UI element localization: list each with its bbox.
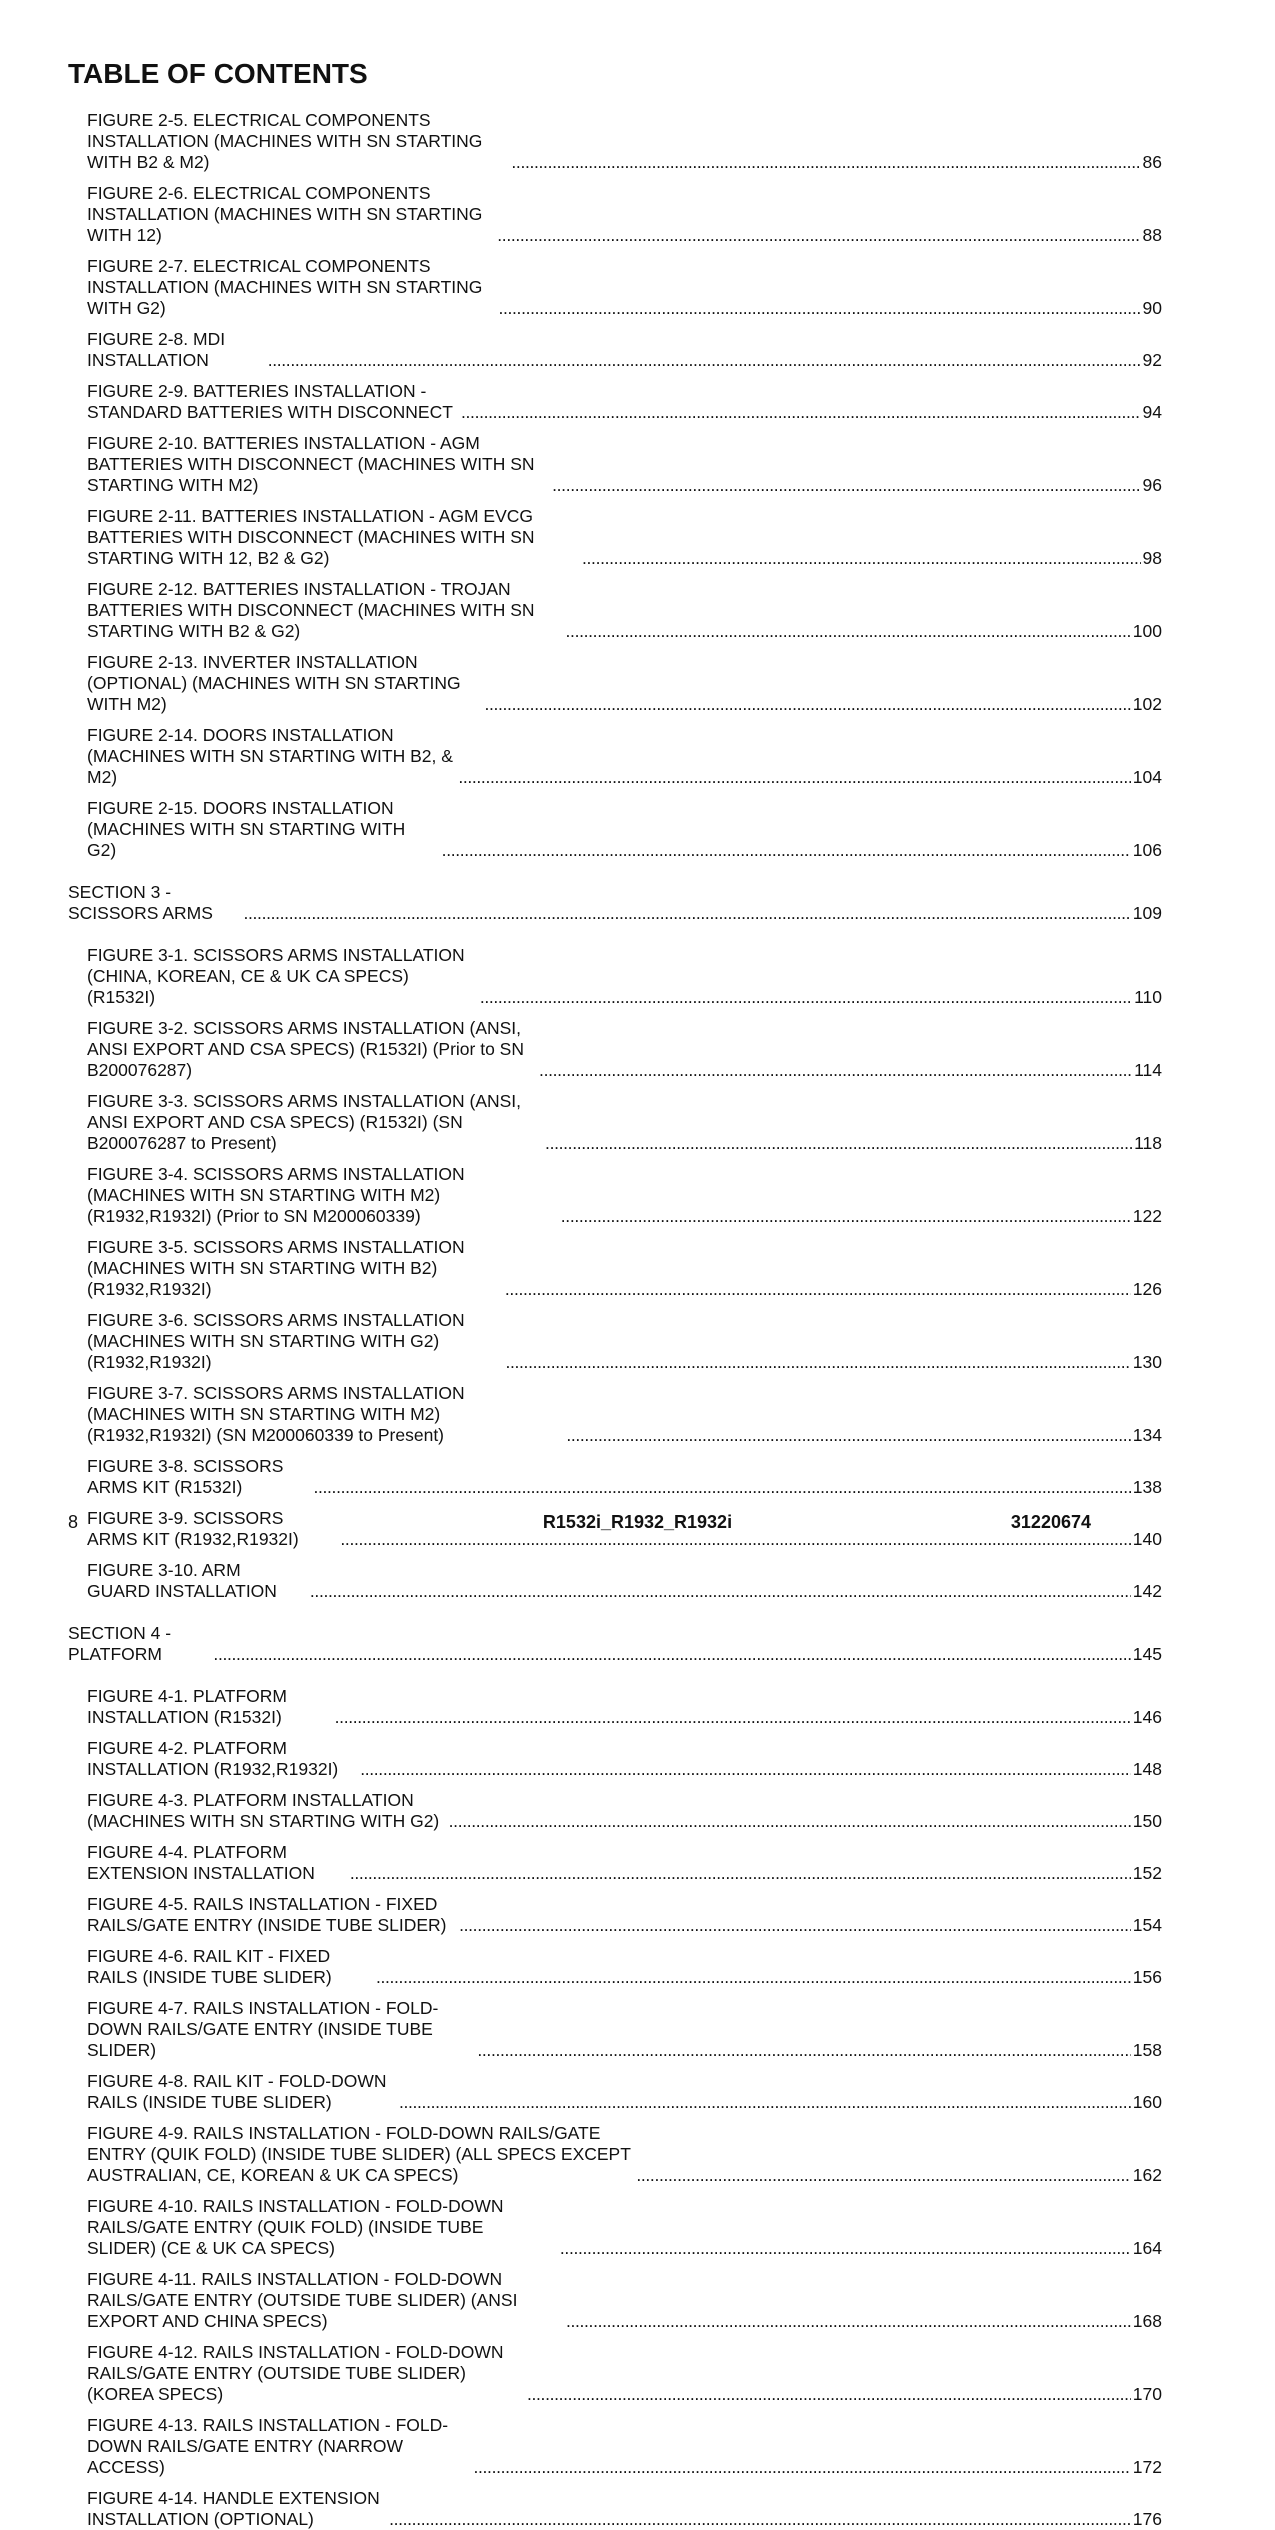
toc-entry-page: 150 (1132, 1811, 1162, 1831)
toc-entry-title: FIGURE 2-6. ELECTRICAL COMPONENTS INSTALLATION (MACHINES WITH SN STARTING WITH 12) (87, 183, 483, 245)
dot-leader (484, 694, 1130, 715)
toc-entry-title: FIGURE 4-11. RAILS INSTALLATION - FOLD-DOWN RAILS/GATE ENTRY (OUTSIDE TUBE SLIDER) (ANSI EXPORT AND CHINA SPECS) (87, 2269, 518, 2331)
dot-leader (213, 1644, 1130, 1665)
dot-leader (335, 1707, 1131, 1728)
dot-leader (268, 350, 1141, 371)
dot-leader (399, 2092, 1131, 2113)
toc-figure-entry[interactable] (68, 433, 1162, 496)
toc-figure-entry[interactable] (68, 381, 1162, 423)
toc-figure-entry[interactable] (68, 2071, 1162, 2113)
toc-entry-title: FIGURE 2-12. BATTERIES INSTALLATION - TROJAN BATTERIES WITH DISCONNECT (MACHINES WITH SN STARTING WITH B2 & G2) (87, 579, 535, 641)
toc-entry-page: 154 (1132, 1915, 1162, 1935)
toc-entry-title: FIGURE 3-9. SCISSORS ARMS KIT (R1932,R1932I) (87, 1508, 299, 1549)
toc-entry-page: 142 (1132, 1581, 1162, 1601)
dot-leader (566, 621, 1131, 642)
toc-entry-title: FIGURE 4-7. RAILS INSTALLATION - FOLD-DOWN RAILS/GATE ENTRY (INSIDE TUBE SLIDER) (87, 1998, 439, 2060)
toc-figure-entry[interactable] (68, 183, 1162, 246)
toc-figure-entry[interactable] (68, 1383, 1162, 1446)
dot-leader (545, 1133, 1132, 1154)
toc-entry-title: FIGURE 2-14. DOORS INSTALLATION (MACHINES WITH SN STARTING WITH B2, & M2) (87, 725, 453, 787)
toc-entry-page: 122 (1132, 1206, 1162, 1226)
toc-figure-entry[interactable] (68, 652, 1162, 715)
toc-entry-title: FIGURE 3-4. SCISSORS ARMS INSTALLATION (MACHINES WITH SN STARTING WITH M2) (R1932,R1932I) (Prior to SN M200060339) (87, 1164, 465, 1226)
toc-entry-page: 138 (1132, 1477, 1162, 1497)
toc-entry-page: 176 (1132, 2509, 1162, 2529)
toc-entry-page: 170 (1132, 2384, 1162, 2404)
toc-entry-title: FIGURE 3-2. SCISSORS ARMS INSTALLATION (ANSI, ANSI EXPORT AND CSA SPECS) (R1532I) (Prior to SN B200076287) (87, 1018, 524, 1080)
dot-leader (313, 1477, 1130, 1498)
toc-entry-page: 130 (1132, 1352, 1162, 1372)
toc-entry-page: 164 (1132, 2238, 1162, 2258)
dot-leader (527, 2384, 1131, 2405)
dot-leader (505, 1279, 1131, 1300)
toc-entry-page: 158 (1132, 2040, 1162, 2060)
dot-leader (376, 1967, 1131, 1988)
toc-figure-entry[interactable] (68, 1164, 1162, 1227)
dot-leader (389, 2509, 1131, 2530)
dot-leader (636, 2165, 1130, 2186)
dot-leader (350, 1863, 1131, 1884)
dot-leader (561, 1206, 1131, 1227)
toc-figure-entry[interactable] (68, 1091, 1162, 1154)
toc-entry-title: FIGURE 3-1. SCISSORS ARMS INSTALLATION (CHINA, KOREAN, CE & UK CA SPECS) (R1532I) (87, 945, 465, 1007)
toc-entry-page: 118 (1134, 1133, 1162, 1153)
footer-model: R1532i_R1932_R1932i (542, 1512, 733, 1532)
toc-entry-page: 90 (1142, 298, 1162, 318)
toc-figure-entry[interactable] (68, 2269, 1162, 2332)
toc-entry-title: FIGURE 4-8. RAIL KIT - FOLD-DOWN RAILS (INSIDE TUBE SLIDER) (87, 2071, 387, 2112)
toc-section-entry[interactable] (68, 1623, 1162, 1665)
toc-figure-entry[interactable] (68, 945, 1162, 1008)
toc-entry-title: FIGURE 4-14. HANDLE EXTENSION INSTALLATION (OPTIONAL) (87, 2488, 380, 2529)
toc-entry-page: 106 (1132, 840, 1162, 860)
toc-figure-entry[interactable] (68, 1560, 1162, 1602)
dot-leader (505, 1352, 1130, 1373)
toc-entry-page: 110 (1134, 987, 1162, 1007)
toc-figure-entry[interactable] (68, 1998, 1162, 2061)
toc-figure-entry[interactable] (68, 329, 1162, 371)
dot-leader (566, 1425, 1130, 1446)
toc-entry-title: FIGURE 2-10. BATTERIES INSTALLATION - AGM BATTERIES WITH DISCONNECT (MACHINES WITH SN STARTING WITH M2) (87, 433, 535, 495)
dot-leader (539, 1060, 1132, 1081)
dot-leader (582, 548, 1141, 569)
toc-figure-entry[interactable] (68, 1842, 1162, 1884)
dot-leader (360, 1759, 1131, 1780)
toc-entry-page: 162 (1132, 2165, 1162, 2185)
toc-entry-page: 172 (1132, 2457, 1162, 2477)
dot-leader (473, 2457, 1130, 2478)
toc-entry-title: FIGURE 4-10. RAILS INSTALLATION - FOLD-DOWN RAILS/GATE ENTRY (QUIK FOLD) (INSIDE TUBE SLIDER) (CE & UK CA SPECS) (87, 2196, 504, 2258)
dot-leader (497, 225, 1140, 246)
toc-entry-title: FIGURE 4-3. PLATFORM INSTALLATION (MACHINES WITH SN STARTING WITH G2) (87, 1790, 440, 1831)
toc-entry-page: 140 (1132, 1529, 1162, 1549)
footer-doc-number: 31220674 (1010, 1512, 1091, 1532)
toc-entry-page: 114 (1134, 1060, 1162, 1080)
toc-figure-entry[interactable] (68, 1686, 1162, 1728)
toc-figure-entry[interactable] (68, 110, 1162, 173)
dot-leader (449, 1811, 1131, 1832)
dot-leader (566, 2311, 1131, 2332)
dot-leader (560, 2238, 1131, 2259)
toc-list (68, 110, 1162, 2530)
toc-entry-page: 92 (1142, 350, 1162, 370)
dot-leader (511, 152, 1140, 173)
toc-entry-page: 168 (1132, 2311, 1162, 2331)
dot-leader (498, 298, 1140, 319)
toc-entry-page: 88 (1142, 225, 1162, 245)
toc-figure-entry[interactable] (68, 1310, 1162, 1373)
toc-figure-entry[interactable] (68, 1790, 1162, 1832)
toc-entry-page: 146 (1132, 1707, 1162, 1727)
toc-entry-page: 96 (1142, 475, 1162, 495)
dot-leader (442, 840, 1131, 861)
toc-entry-title: FIGURE 2-11. BATTERIES INSTALLATION - AGM EVCG BATTERIES WITH DISCONNECT (MACHINES WITH SN STARTING WITH 12, B2 & G2) (87, 506, 535, 568)
toc-entry-title: FIGURE 4-4. PLATFORM EXTENSION INSTALLATION (87, 1842, 315, 1883)
toc-section-entry[interactable] (68, 882, 1162, 924)
toc-figure-entry[interactable] (68, 2196, 1162, 2259)
toc-entry-title: FIGURE 2-15. DOORS INSTALLATION (MACHINES WITH SN STARTING WITH G2) (87, 798, 406, 860)
toc-entry-page: 148 (1132, 1759, 1162, 1779)
toc-figure-entry[interactable] (68, 2342, 1162, 2405)
toc-entry-title: FIGURE 4-1. PLATFORM INSTALLATION (R1532I) (87, 1686, 287, 1727)
toc-entry-title: FIGURE 3-8. SCISSORS ARMS KIT (R1532I) (87, 1456, 284, 1497)
toc-figure-entry[interactable] (68, 1018, 1162, 1081)
toc-entry-page: 98 (1142, 548, 1162, 568)
toc-entry-title: SECTION 4 - PLATFORM (68, 1623, 172, 1664)
toc-entry-title: FIGURE 4-9. RAILS INSTALLATION - FOLD-DOWN RAILS/GATE ENTRY (QUIK FOLD) (INSIDE TUBE SLIDER) (ALL SPECS EXCEPT AUSTRALIAN, CE, KOREAN & UK CA SPECS) (87, 2123, 631, 2185)
toc-entry-title: FIGURE 3-3. SCISSORS ARMS INSTALLATION (ANSI, ANSI EXPORT AND CSA SPECS) (R1532I) (SN B200076287 to Present) (87, 1091, 522, 1153)
toc-entry-title: FIGURE 3-10. ARM GUARD INSTALLATION (87, 1560, 277, 1601)
toc-entry-page: 94 (1142, 402, 1162, 422)
toc-figure-entry[interactable] (68, 579, 1162, 642)
toc-entry-page: 156 (1132, 1967, 1162, 1987)
dot-leader (480, 987, 1132, 1008)
toc-entry-title: FIGURE 3-6. SCISSORS ARMS INSTALLATION (MACHINES WITH SN STARTING WITH G2) (R1932,R1932I) (87, 1310, 465, 1372)
toc-entry-title: FIGURE 4-6. RAIL KIT - FIXED RAILS (INSIDE TUBE SLIDER) (87, 1946, 332, 1987)
toc-figure-entry[interactable] (68, 2123, 1162, 2186)
toc-figure-entry[interactable] (68, 256, 1162, 319)
toc-entry-title: FIGURE 2-7. ELECTRICAL COMPONENTS INSTALLATION (MACHINES WITH SN STARTING WITH G2) (87, 256, 483, 318)
toc-entry-page: 145 (1132, 1644, 1162, 1664)
dot-leader (458, 767, 1130, 788)
toc-entry-page: 134 (1132, 1425, 1162, 1445)
toc-figure-entry[interactable] (68, 506, 1162, 569)
toc-entry-title: FIGURE 3-5. SCISSORS ARMS INSTALLATION (MACHINES WITH SN STARTING WITH B2) (R1932,R1932I) (87, 1237, 465, 1299)
dot-leader (552, 475, 1140, 496)
toc-entry-page: 152 (1132, 1863, 1162, 1883)
toc-entry-title: FIGURE 2-13. INVERTER INSTALLATION (OPTIONAL) (MACHINES WITH SN STARTING WITH M2) (87, 652, 461, 714)
toc-entry-title: FIGURE 4-2. PLATFORM INSTALLATION (R1932,R1932I) (87, 1738, 339, 1779)
dot-leader (461, 402, 1141, 423)
toc-entry-title: FIGURE 3-7. SCISSORS ARMS INSTALLATION (MACHINES WITH SN STARTING WITH M2) (R1932,R1932I) (SN M200060339 to Present) (87, 1383, 465, 1445)
toc-entry-page: 104 (1132, 767, 1162, 787)
toc-entry-page: 100 (1132, 621, 1162, 641)
dot-leader (459, 1915, 1131, 1936)
toc-figure-entry[interactable] (68, 1946, 1162, 1988)
toc-entry-page: 102 (1132, 694, 1162, 714)
toc-entry-page: 126 (1132, 1279, 1162, 1299)
dot-leader (310, 1581, 1131, 1602)
toc-figure-entry[interactable] (68, 2488, 1162, 2530)
toc-figure-entry[interactable] (68, 1237, 1162, 1300)
dot-leader (477, 2040, 1130, 2061)
toc-entry-title: FIGURE 2-9. BATTERIES INSTALLATION - STANDARD BATTERIES WITH DISCONNECT (87, 381, 453, 422)
toc-entry-title: FIGURE 4-13. RAILS INSTALLATION - FOLD-DOWN RAILS/GATE ENTRY (NARROW ACCESS) (87, 2415, 449, 2477)
toc-figure-entry[interactable] (68, 725, 1162, 788)
dot-leader (243, 903, 1130, 924)
toc-entry-title: FIGURE 4-5. RAILS INSTALLATION - FIXED RAILS/GATE ENTRY (INSIDE TUBE SLIDER) (87, 1894, 447, 1935)
toc-figure-entry[interactable] (68, 798, 1162, 861)
page-title: TABLE OF CONTENTS (68, 58, 368, 89)
toc-entry-title: FIGURE 2-5. ELECTRICAL COMPONENTS INSTALLATION (MACHINES WITH SN STARTING WITH B2 & M2) (87, 110, 483, 172)
toc-entry-page: 86 (1142, 152, 1162, 172)
toc-figure-entry[interactable] (68, 1456, 1162, 1498)
toc-figure-entry[interactable] (68, 2415, 1162, 2478)
toc-entry-page: 109 (1132, 903, 1162, 923)
toc-entry-title: FIGURE 4-12. RAILS INSTALLATION - FOLD-DOWN RAILS/GATE ENTRY (OUTSIDE TUBE SLIDER) (KOREA SPECS) (87, 2342, 504, 2404)
toc-entry-title: FIGURE 2-8. MDI INSTALLATION (87, 329, 226, 370)
toc-figure-entry[interactable] (68, 1894, 1162, 1936)
toc-figure-entry[interactable] (68, 1738, 1162, 1780)
toc-entry-page: 160 (1132, 2092, 1162, 2112)
toc-entry-title: SECTION 3 - SCISSORS ARMS (68, 882, 213, 923)
footer-page-number: 8 (68, 1512, 79, 1532)
